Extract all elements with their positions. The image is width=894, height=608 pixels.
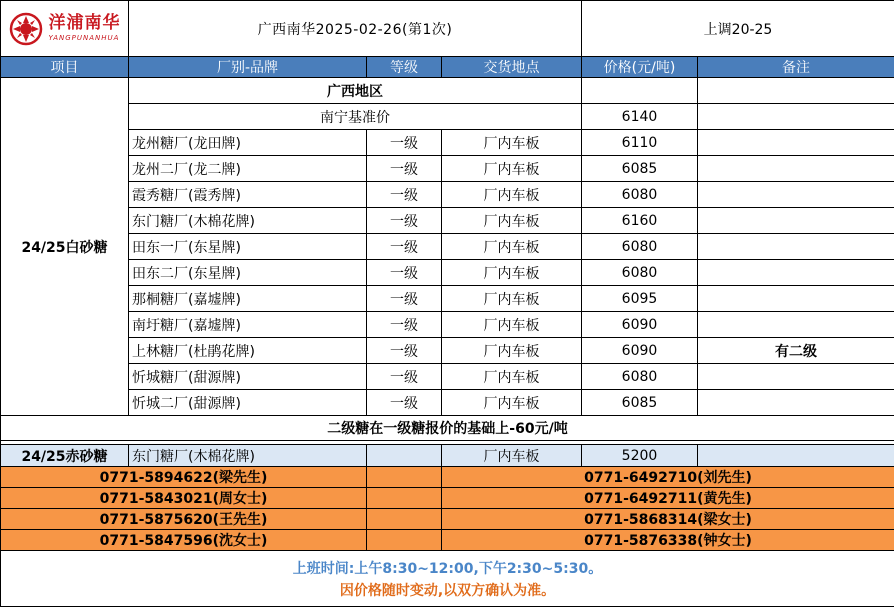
price-cell: 6090 (582, 338, 698, 364)
factory-cell: 东门糖厂(木棉花牌) (129, 445, 367, 467)
contact-gap (367, 488, 442, 509)
brown-sugar-row (1, 445, 894, 467)
grade-cell: 一级 (367, 390, 442, 416)
office-hours: 上班时间:上午8:30~12:00,下午2:30~5:30。 (292, 560, 603, 577)
factory-cell: 那桐糖厂(嘉墟牌) (129, 286, 367, 312)
delivery-cell: 厂内车板 (442, 182, 582, 208)
remark-cell (698, 156, 894, 182)
remark-cell (698, 208, 894, 234)
remark-cell (698, 182, 894, 208)
price-cell: 6080 (582, 182, 698, 208)
delivery-cell: 厂内车板 (442, 364, 582, 390)
remark-cell (698, 312, 894, 338)
notice-row (1, 416, 894, 441)
delivery-cell: 厂内车板 (442, 286, 582, 312)
col-header-price: 价格(元/吨) (582, 57, 698, 78)
region-row (1, 78, 894, 104)
page-title: 广西南华2025-02-26(第1次) (129, 1, 582, 57)
footer-row (1, 551, 894, 607)
table-row (1, 156, 894, 182)
delivery-cell: 厂内车板 (442, 234, 582, 260)
price-cell: 6085 (582, 156, 698, 182)
remark-cell (698, 130, 894, 156)
table-row (1, 312, 894, 338)
col-header-grade: 等级 (367, 57, 442, 78)
table-row (1, 208, 894, 234)
region-price-empty (582, 78, 698, 104)
contact-row (1, 509, 894, 530)
contact-gap (367, 530, 442, 551)
table-row (1, 130, 894, 156)
table-row (1, 390, 894, 416)
factory-cell: 忻城糖厂(甜源牌) (129, 364, 367, 390)
price-cell: 6160 (582, 208, 698, 234)
footer (1, 551, 894, 607)
column-header-row (1, 57, 894, 78)
price-cell: 5200 (582, 445, 698, 467)
title-row (1, 1, 894, 57)
logo (1, 1, 129, 57)
factory-cell: 田东二厂(东星牌) (129, 260, 367, 286)
remark-cell (698, 445, 894, 467)
contact-left: 0771-5843021(周女士) (1, 488, 367, 509)
grade-cell: 一级 (367, 156, 442, 182)
remark-cell (698, 286, 894, 312)
contact-left: 0771-5847596(沈女士) (1, 530, 367, 551)
grade-cell (367, 445, 442, 467)
price-cell: 6080 (582, 234, 698, 260)
contact-right: 0771-5868314(梁女士) (442, 509, 894, 530)
factory-cell: 上林糖厂(杜鹃花牌) (129, 338, 367, 364)
logo-name-en: YANGPUNANHUA (48, 34, 120, 42)
logo-emblem-icon (9, 12, 43, 46)
table-row (1, 182, 894, 208)
delivery-cell: 厂内车板 (442, 156, 582, 182)
col-header-item: 项目 (1, 57, 129, 78)
price-disclaimer: 因价格随时变动,以双方确认为准。 (339, 582, 556, 599)
factory-cell: 龙州糖厂(龙田牌) (129, 130, 367, 156)
price-cell: 6095 (582, 286, 698, 312)
contact-row (1, 530, 894, 551)
factory-cell: 田东一厂(东星牌) (129, 234, 367, 260)
table-row (1, 234, 894, 260)
base-price-value: 6140 (582, 104, 698, 130)
grade-cell: 一级 (367, 286, 442, 312)
table-row (1, 286, 894, 312)
grade-cell: 一级 (367, 312, 442, 338)
price-cell: 6090 (582, 312, 698, 338)
price-cell: 6080 (582, 260, 698, 286)
delivery-cell: 厂内车板 (442, 312, 582, 338)
col-header-remark: 备注 (698, 57, 894, 78)
contact-gap (367, 509, 442, 530)
delivery-cell: 厂内车板 (442, 390, 582, 416)
col-header-delivery: 交货地点 (442, 57, 582, 78)
contact-right: 0771-6492710(刘先生) (442, 467, 894, 488)
contact-left: 0771-5894622(梁先生) (1, 467, 367, 488)
delivery-cell: 厂内车板 (442, 338, 582, 364)
grade-cell: 一级 (367, 260, 442, 286)
contact-row (1, 488, 894, 509)
grade-cell: 一级 (367, 130, 442, 156)
grade-cell: 一级 (367, 208, 442, 234)
factory-cell: 南圩糖厂(嘉墟牌) (129, 312, 367, 338)
price-cell: 6110 (582, 130, 698, 156)
remark-cell (698, 390, 894, 416)
base-price-remark (698, 104, 894, 130)
table-row (1, 260, 894, 286)
grade-cell: 一级 (367, 182, 442, 208)
price-cell: 6085 (582, 390, 698, 416)
grade-cell: 一级 (367, 364, 442, 390)
product-brown-sugar: 24/25赤砂糖 (1, 445, 129, 467)
grade-two-notice: 二级糖在一级糖报价的基础上-60元/吨 (1, 416, 894, 441)
remark-cell (698, 364, 894, 390)
adjustment-note: 上调20-25 (582, 1, 894, 57)
contact-row (1, 467, 894, 488)
contact-right: 0771-5876338(钟女士) (442, 530, 894, 551)
remark-cell: 有二级 (698, 338, 894, 364)
factory-cell: 忻城二厂(甜源牌) (129, 390, 367, 416)
grade-cell: 一级 (367, 234, 442, 260)
grade-cell: 一级 (367, 338, 442, 364)
contact-right: 0771-6492711(黄先生) (442, 488, 894, 509)
contact-gap (367, 467, 442, 488)
delivery-cell: 厂内车板 (442, 445, 582, 467)
price-cell: 6080 (582, 364, 698, 390)
factory-cell: 东门糖厂(木棉花牌) (129, 208, 367, 234)
base-price-label: 南宁基准价 (129, 104, 582, 130)
logo-name: 洋浦南华 (48, 13, 121, 33)
remark-cell (698, 260, 894, 286)
factory-cell: 霞秀糖厂(霞秀牌) (129, 182, 367, 208)
table-row (1, 338, 894, 364)
delivery-cell: 厂内车板 (442, 130, 582, 156)
remark-cell (698, 234, 894, 260)
product-white-sugar: 24/25白砂糖 (1, 78, 129, 416)
delivery-cell: 厂内车板 (442, 260, 582, 286)
table-row (1, 364, 894, 390)
region-remark-empty (698, 78, 894, 104)
factory-cell: 龙州二厂(龙二牌) (129, 156, 367, 182)
contact-left: 0771-5875620(王先生) (1, 509, 367, 530)
region-label: 广西地区 (129, 78, 582, 104)
delivery-cell: 厂内车板 (442, 208, 582, 234)
base-price-row (1, 104, 894, 130)
col-header-factory: 厂别-品牌 (129, 57, 367, 78)
